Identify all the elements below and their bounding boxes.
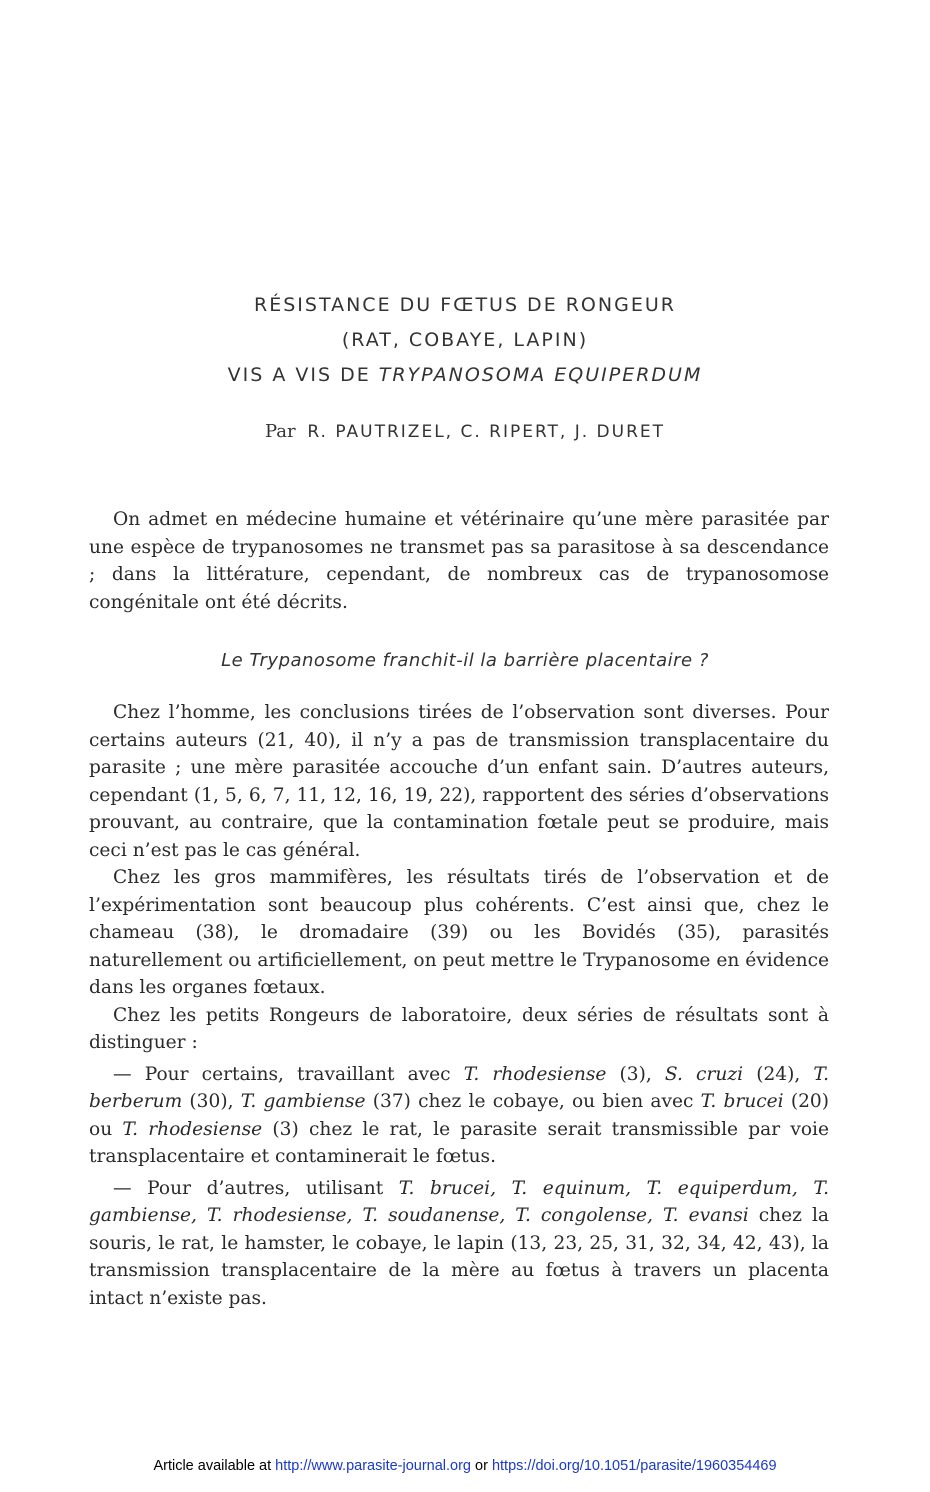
species-name: T. berberum	[89, 1063, 829, 1112]
title-species: TRYPANOSOMA EQUIPERDUM	[378, 364, 703, 386]
text-fragment: (3) chez le rat, le parasite serait transmissible par voie transplacentaire et contaminerait le fœtus.	[89, 1118, 830, 1167]
species-name: T. gambiense	[240, 1091, 366, 1112]
article-title-line-3	[0, 364, 930, 386]
article-footer	[0, 1458, 930, 1474]
intro-section	[89, 506, 829, 616]
author-prefix: Par	[264, 421, 296, 442]
species-name: S. cruzi	[664, 1063, 744, 1085]
doi-link[interactable]: https://doi.org/10.1051/parasite/1960354469	[491, 1458, 777, 1474]
species-name: T. rhodesiense	[122, 1118, 263, 1140]
text-fragment: (30),	[182, 1091, 241, 1112]
text-fragment: — Pour d’autres, utilisant	[113, 1177, 399, 1199]
journal-link[interactable]: http://www.parasite-journal.org	[275, 1458, 471, 1474]
author-line	[0, 421, 930, 442]
intro-paragraph: On admet en médecine humaine et vétérinaire qu’une mère parasitée par une espèce de trypanosomes ne transmet pas sa parasitose à sa descendance ; dans la littérature, cependant, de nombreux cas de trypanosomose congénitale ont été décrits.	[89, 509, 829, 613]
text-fragment: (37) chez le cobaye, ou bien avec	[365, 1091, 701, 1112]
species-name: T. brucei	[700, 1091, 784, 1112]
section-heading: Le Trypanosome franchit-il la barrière placentaire ?	[221, 650, 709, 671]
main-section	[89, 699, 829, 1312]
author-names: R. PAUTRIZEL, C. RIPERT, J. DURET	[307, 422, 666, 442]
title-prefix: VIS A VIS DE	[227, 364, 371, 386]
article-title-line-2: (RAT, COBAYE, LAPIN)	[341, 329, 589, 351]
article-title-line-1: RÉSISTANCE DU FŒTUS DE RONGEUR	[254, 294, 676, 316]
text-fragment: (20) ou	[89, 1091, 829, 1140]
text-fragment: chez la souris, le rat, le hamster, le cobaye, le lapin (13, 23, 25, 31, 32, 34, 42, 43), la transmission transplacentaire de la mère au fœtus à travers un placenta intact n’existe pas.	[89, 1205, 829, 1309]
footer-middle: or	[471, 1458, 492, 1474]
dash-paragraph-no-transmission	[89, 1175, 829, 1313]
paragraph-large-mammals: Chez les gros mammifères, les résultats tirés de l’observation et de l’expérimentation sont beaucoup plus cohérents. C’est ainsi que, chez le chameau (38), le dromadaire (39) ou les Bovidés (35), parasités naturellement ou artificiellement, on peut mettre le Trypanosome en évidence dans les organes fœtaux.	[89, 867, 829, 998]
text-fragment: (24),	[743, 1063, 814, 1085]
species-list: T. brucei, T. equinum, T. equiperdum, T. gambiense, T. rhodesiense, T. soudanense, T. congolense, T. evansi	[89, 1177, 829, 1226]
paragraph-human: Chez l’homme, les conclusions tirées de l’observation sont diverses. Pour certains auteurs (21, 40), il n’y a pas de transmission transplacentaire du parasite ; une mère parasitée accouche d’un enfant sain. D’autres auteurs, cependant (1, 5, 6, 7, 11, 12, 16, 19, 22), rapportent des séries d’observations prouvant, au contraire, que la contamination fœtale peut se produire, mais ceci n’est pas le cas général.	[89, 702, 829, 861]
text-fragment: (3),	[606, 1063, 665, 1085]
dash-paragraph-transmission	[89, 1061, 829, 1171]
footer-prefix: Article available at	[153, 1458, 276, 1474]
paragraph-small-rodents: Chez les petits Rongeurs de laboratoire, deux séries de résultats sont à distinguer :	[89, 1004, 829, 1053]
species-name: T. rhodesiense	[463, 1063, 607, 1085]
text-fragment: — Pour certains, travaillant avec	[113, 1063, 464, 1085]
